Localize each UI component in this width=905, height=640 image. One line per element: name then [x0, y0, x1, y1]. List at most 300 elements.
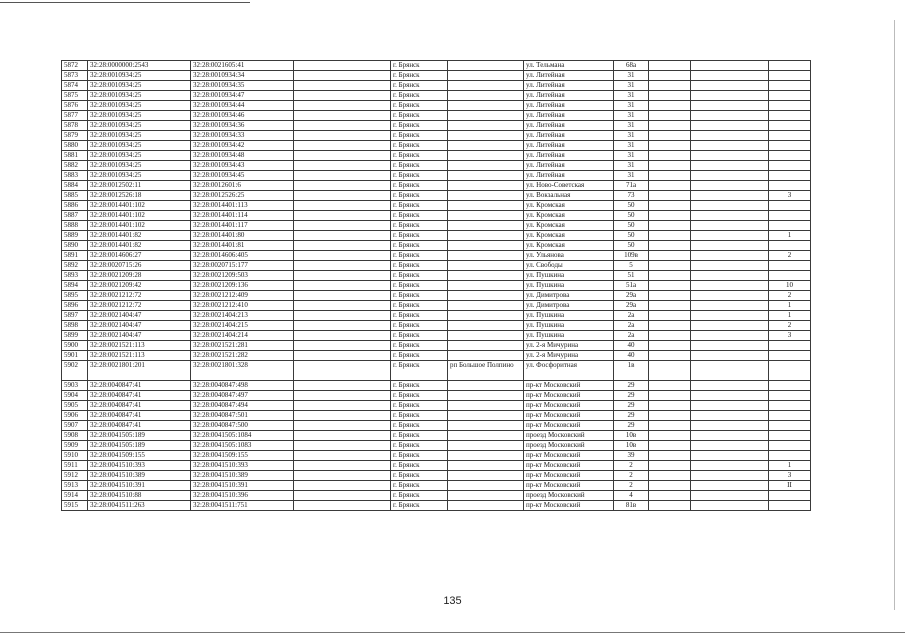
street: ул. Вокзальная: [524, 191, 614, 201]
cadastral-number: 32:28:0041510:393: [88, 461, 191, 471]
cadastral-number: 32:28:0014401:82: [88, 241, 191, 251]
object-number: 32:28:0010934:36: [191, 121, 294, 131]
street: пр-кт Московский: [524, 391, 614, 401]
apartment: 1: [769, 301, 811, 311]
locality: [448, 91, 524, 101]
table-row: [62, 401, 811, 411]
house-number: 68а: [614, 61, 649, 71]
house-number: 2а: [614, 331, 649, 341]
street: пр-кт Московский: [524, 481, 614, 491]
row-number: 5887: [62, 211, 88, 221]
extra-1: [649, 461, 691, 471]
table-row: [62, 201, 811, 211]
extra-1: [649, 471, 691, 481]
blank-cell: [294, 71, 391, 81]
city: г. Брянск: [391, 201, 448, 211]
apartment: [769, 141, 811, 151]
locality: [448, 341, 524, 351]
object-number: 32:28:0021605:41: [191, 61, 294, 71]
blank-cell: [294, 351, 391, 361]
blank-cell: [294, 501, 391, 511]
cadastral-number: 32:28:0010934:25: [88, 91, 191, 101]
object-number: 32:28:0021521:282: [191, 351, 294, 361]
apartment: [769, 171, 811, 181]
street: ул. Литейная: [524, 121, 614, 131]
extra-2: [691, 271, 769, 281]
house-number: 40: [614, 351, 649, 361]
extra-1: [649, 481, 691, 491]
street: пр-кт Московский: [524, 471, 614, 481]
extra-1: [649, 361, 691, 381]
street: ул. Литейная: [524, 161, 614, 171]
blank-cell: [294, 451, 391, 461]
extra-2: [691, 451, 769, 461]
object-number: 32:28:0041510:396: [191, 491, 294, 501]
table-row: [62, 121, 811, 131]
locality: [448, 221, 524, 231]
blank-cell: [294, 221, 391, 231]
object-number: 32:28:0010934:35: [191, 81, 294, 91]
extra-2: [691, 361, 769, 381]
registry-table: [61, 60, 811, 511]
table-row: [62, 71, 811, 81]
apartment: 3: [769, 191, 811, 201]
house-number: 31: [614, 111, 649, 121]
city: г. Брянск: [391, 171, 448, 181]
cadastral-number: 32:28:0021404:47: [88, 331, 191, 341]
row-number: 5885: [62, 191, 88, 201]
blank-cell: [294, 341, 391, 351]
cadastral-number: 32:28:0010934:25: [88, 101, 191, 111]
locality: [448, 171, 524, 181]
blank-cell: [294, 361, 391, 381]
extra-2: [691, 351, 769, 361]
apartment: [769, 181, 811, 191]
locality: [448, 461, 524, 471]
house-number: 31: [614, 161, 649, 171]
street: ул. Литейная: [524, 151, 614, 161]
street: проезд Московский: [524, 431, 614, 441]
table-row: [62, 441, 811, 451]
blank-cell: [294, 301, 391, 311]
apartment: [769, 271, 811, 281]
cadastral-number: 32:28:0014606:27: [88, 251, 191, 261]
extra-2: [691, 191, 769, 201]
street: пр-кт Московский: [524, 381, 614, 391]
object-number: 32:28:0040847:500: [191, 421, 294, 431]
blank-cell: [294, 491, 391, 501]
apartment: 2: [769, 321, 811, 331]
cadastral-number: 32:28:0021521:113: [88, 351, 191, 361]
object-number: 32:28:0041511:751: [191, 501, 294, 511]
blank-cell: [294, 291, 391, 301]
apartment: [769, 201, 811, 211]
table-row: [62, 81, 811, 91]
city: г. Брянск: [391, 61, 448, 71]
table-row: [62, 491, 811, 501]
table-row: [62, 431, 811, 441]
street: ул. Пушкина: [524, 331, 614, 341]
cadastral-number: 32:28:0014401:102: [88, 221, 191, 231]
street: ул. Литейная: [524, 171, 614, 181]
apartment: II: [769, 481, 811, 491]
blank-cell: [294, 61, 391, 71]
city: г. Брянск: [391, 111, 448, 121]
house-number: 73: [614, 191, 649, 201]
street: ул. Кромская: [524, 231, 614, 241]
cadastral-number: 32:28:0040847:41: [88, 391, 191, 401]
apartment: 3: [769, 331, 811, 341]
cadastral-number: 32:28:0041505:189: [88, 441, 191, 451]
extra-2: [691, 161, 769, 171]
house-number: 1в: [614, 361, 649, 381]
row-number: 5905: [62, 401, 88, 411]
object-number: 32:28:0041510:389: [191, 471, 294, 481]
apartment: 2: [769, 251, 811, 261]
row-number: 5878: [62, 121, 88, 131]
house-number: 29: [614, 401, 649, 411]
extra-2: [691, 431, 769, 441]
table-row: [62, 181, 811, 191]
cadastral-number: 32:28:0041510:391: [88, 481, 191, 491]
apartment: [769, 491, 811, 501]
house-number: 10в: [614, 431, 649, 441]
table-row: [62, 171, 811, 181]
apartment: 2: [769, 291, 811, 301]
city: г. Брянск: [391, 291, 448, 301]
object-number: 32:28:0040847:498: [191, 381, 294, 391]
object-number: 32:28:0041510:393: [191, 461, 294, 471]
row-number: 5914: [62, 491, 88, 501]
house-number: 2: [614, 471, 649, 481]
row-number: 5900: [62, 341, 88, 351]
row-number: 5876: [62, 101, 88, 111]
extra-1: [649, 221, 691, 231]
locality: [448, 151, 524, 161]
extra-2: [691, 341, 769, 351]
table-row: [62, 141, 811, 151]
house-number: 81в: [614, 501, 649, 511]
blank-cell: [294, 311, 391, 321]
extra-1: [649, 201, 691, 211]
house-number: 71а: [614, 181, 649, 191]
extra-2: [691, 81, 769, 91]
table-row: [62, 411, 811, 421]
row-number: 5888: [62, 221, 88, 231]
extra-2: [691, 131, 769, 141]
row-number: 5891: [62, 251, 88, 261]
city: г. Брянск: [391, 471, 448, 481]
cadastral-number: 32:28:0041510:389: [88, 471, 191, 481]
apartment: [769, 241, 811, 251]
house-number: 29: [614, 421, 649, 431]
house-number: 40: [614, 341, 649, 351]
street: проезд Московский: [524, 441, 614, 451]
blank-cell: [294, 231, 391, 241]
city: г. Брянск: [391, 491, 448, 501]
house-number: 50: [614, 201, 649, 211]
row-number: 5880: [62, 141, 88, 151]
row-number: 5901: [62, 351, 88, 361]
table-row: [62, 391, 811, 401]
house-number: 4: [614, 491, 649, 501]
locality: [448, 61, 524, 71]
city: г. Брянск: [391, 341, 448, 351]
city: г. Брянск: [391, 431, 448, 441]
street: пр-кт Московский: [524, 461, 614, 471]
apartment: [769, 101, 811, 111]
row-number: 5904: [62, 391, 88, 401]
blank-cell: [294, 271, 391, 281]
house-number: 31: [614, 91, 649, 101]
locality: [448, 491, 524, 501]
blank-cell: [294, 411, 391, 421]
scan-edge-right: [894, 20, 895, 610]
city: г. Брянск: [391, 351, 448, 361]
city: г. Брянск: [391, 421, 448, 431]
table-row: [62, 321, 811, 331]
cadastral-number: 32:28:0014401:82: [88, 231, 191, 241]
table-row: [62, 281, 811, 291]
apartment: [769, 361, 811, 381]
city: г. Брянск: [391, 191, 448, 201]
locality: [448, 211, 524, 221]
table-row: [62, 251, 811, 261]
object-number: 32:28:0021212:410: [191, 301, 294, 311]
cadastral-number: 32:28:0000000:2543: [88, 61, 191, 71]
locality: [448, 131, 524, 141]
house-number: 51: [614, 271, 649, 281]
row-number: 5890: [62, 241, 88, 251]
extra-1: [649, 131, 691, 141]
cadastral-number: 32:28:0010934:25: [88, 71, 191, 81]
city: г. Брянск: [391, 411, 448, 421]
object-number: 32:28:0010934:47: [191, 91, 294, 101]
street: пр-кт Московский: [524, 451, 614, 461]
apartment: [769, 131, 811, 141]
extra-2: [691, 491, 769, 501]
street: проезд Московский: [524, 491, 614, 501]
apartment: [769, 111, 811, 121]
house-number: 51а: [614, 281, 649, 291]
city: г. Брянск: [391, 221, 448, 231]
extra-2: [691, 291, 769, 301]
locality: [448, 401, 524, 411]
row-number: 5915: [62, 501, 88, 511]
locality: [448, 191, 524, 201]
extra-2: [691, 301, 769, 311]
extra-1: [649, 411, 691, 421]
object-number: 32:28:0012526:25: [191, 191, 294, 201]
locality: [448, 391, 524, 401]
house-number: 31: [614, 101, 649, 111]
city: г. Брянск: [391, 151, 448, 161]
blank-cell: [294, 321, 391, 331]
house-number: 31: [614, 81, 649, 91]
cadastral-number: 32:28:0021209:28: [88, 271, 191, 281]
cadastral-number: 32:28:0020715:26: [88, 261, 191, 271]
blank-cell: [294, 151, 391, 161]
table-row: [62, 221, 811, 231]
blank-cell: [294, 161, 391, 171]
table-row: [62, 111, 811, 121]
extra-1: [649, 181, 691, 191]
cadastral-number: 32:28:0012502:11: [88, 181, 191, 191]
blank-cell: [294, 391, 391, 401]
object-number: 32:28:0010934:45: [191, 171, 294, 181]
extra-1: [649, 161, 691, 171]
extra-1: [649, 351, 691, 361]
row-number: 5912: [62, 471, 88, 481]
extra-1: [649, 331, 691, 341]
extra-1: [649, 191, 691, 201]
row-number: 5908: [62, 431, 88, 441]
apartment: [769, 221, 811, 231]
object-number: 32:28:0020715:177: [191, 261, 294, 271]
city: г. Брянск: [391, 391, 448, 401]
row-number: 5897: [62, 311, 88, 321]
locality: [448, 271, 524, 281]
locality: рп Большое Полпино: [448, 361, 524, 381]
extra-1: [649, 141, 691, 151]
blank-cell: [294, 201, 391, 211]
house-number: 2а: [614, 311, 649, 321]
extra-2: [691, 381, 769, 391]
extra-2: [691, 201, 769, 211]
row-number: 5894: [62, 281, 88, 291]
object-number: 32:28:0040847:501: [191, 411, 294, 421]
row-number: 5903: [62, 381, 88, 391]
apartment: [769, 71, 811, 81]
table-row: [62, 331, 811, 341]
city: г. Брянск: [391, 361, 448, 381]
extra-2: [691, 481, 769, 491]
cadastral-number: 32:28:0041505:189: [88, 431, 191, 441]
locality: [448, 481, 524, 491]
cadastral-number: 32:28:0021404:47: [88, 311, 191, 321]
house-number: 2: [614, 461, 649, 471]
object-number: 32:28:0021209:503: [191, 271, 294, 281]
apartment: [769, 81, 811, 91]
table-row: [62, 421, 811, 431]
table-row: [62, 231, 811, 241]
extra-1: [649, 381, 691, 391]
street: ул. Тельмана: [524, 61, 614, 71]
city: г. Брянск: [391, 461, 448, 471]
apartment: [769, 211, 811, 221]
row-number: 5889: [62, 231, 88, 241]
object-number: 32:28:0021404:213: [191, 311, 294, 321]
object-number: 32:28:0021801:328: [191, 361, 294, 381]
apartment: [769, 501, 811, 511]
apartment: [769, 421, 811, 431]
extra-2: [691, 221, 769, 231]
locality: [448, 301, 524, 311]
cadastral-number: 32:28:0021801:201: [88, 361, 191, 381]
extra-2: [691, 241, 769, 251]
extra-2: [691, 471, 769, 481]
locality: [448, 231, 524, 241]
row-number: 5877: [62, 111, 88, 121]
locality: [448, 101, 524, 111]
cadastral-number: 32:28:0021521:113: [88, 341, 191, 351]
city: г. Брянск: [391, 131, 448, 141]
extra-1: [649, 401, 691, 411]
street: ул. Димитрова: [524, 301, 614, 311]
locality: [448, 161, 524, 171]
city: г. Брянск: [391, 281, 448, 291]
street: ул. Кромская: [524, 211, 614, 221]
table-row: [62, 131, 811, 141]
blank-cell: [294, 251, 391, 261]
city: г. Брянск: [391, 211, 448, 221]
cadastral-number: 32:28:0010934:25: [88, 171, 191, 181]
apartment: [769, 411, 811, 421]
row-number: 5899: [62, 331, 88, 341]
city: г. Брянск: [391, 441, 448, 451]
locality: [448, 351, 524, 361]
apartment: [769, 61, 811, 71]
house-number: 29а: [614, 291, 649, 301]
extra-1: [649, 91, 691, 101]
locality: [448, 181, 524, 191]
row-number: 5902: [62, 361, 88, 381]
object-number: 32:28:0014401:113: [191, 201, 294, 211]
cadastral-number: 32:28:0021209:42: [88, 281, 191, 291]
row-number: 5883: [62, 171, 88, 181]
table-row: [62, 61, 811, 71]
street: ул. Кромская: [524, 201, 614, 211]
apartment: [769, 161, 811, 171]
city: г. Брянск: [391, 381, 448, 391]
house-number: 31: [614, 71, 649, 81]
apartment: [769, 451, 811, 461]
blank-cell: [294, 121, 391, 131]
table-row: [62, 381, 811, 391]
table-row: [62, 471, 811, 481]
blank-cell: [294, 131, 391, 141]
blank-cell: [294, 331, 391, 341]
row-number: 5895: [62, 291, 88, 301]
blank-cell: [294, 241, 391, 251]
extra-1: [649, 271, 691, 281]
blank-cell: [294, 441, 391, 451]
house-number: 50: [614, 221, 649, 231]
scan-edge-bottom: [0, 632, 905, 633]
blank-cell: [294, 471, 391, 481]
apartment: [769, 261, 811, 271]
object-number: 32:28:0041510:391: [191, 481, 294, 491]
extra-1: [649, 241, 691, 251]
row-number: 5892: [62, 261, 88, 271]
extra-2: [691, 211, 769, 221]
row-number: 5913: [62, 481, 88, 491]
extra-1: [649, 301, 691, 311]
page-number: 135: [443, 595, 462, 607]
city: г. Брянск: [391, 261, 448, 271]
extra-1: [649, 441, 691, 451]
extra-2: [691, 251, 769, 261]
row-number: 5884: [62, 181, 88, 191]
locality: [448, 291, 524, 301]
table-row: [62, 291, 811, 301]
street: ул. Литейная: [524, 111, 614, 121]
city: г. Брянск: [391, 331, 448, 341]
object-number: 32:28:0041509:155: [191, 451, 294, 461]
object-number: 32:28:0010934:34: [191, 71, 294, 81]
city: г. Брянск: [391, 91, 448, 101]
city: г. Брянск: [391, 181, 448, 191]
